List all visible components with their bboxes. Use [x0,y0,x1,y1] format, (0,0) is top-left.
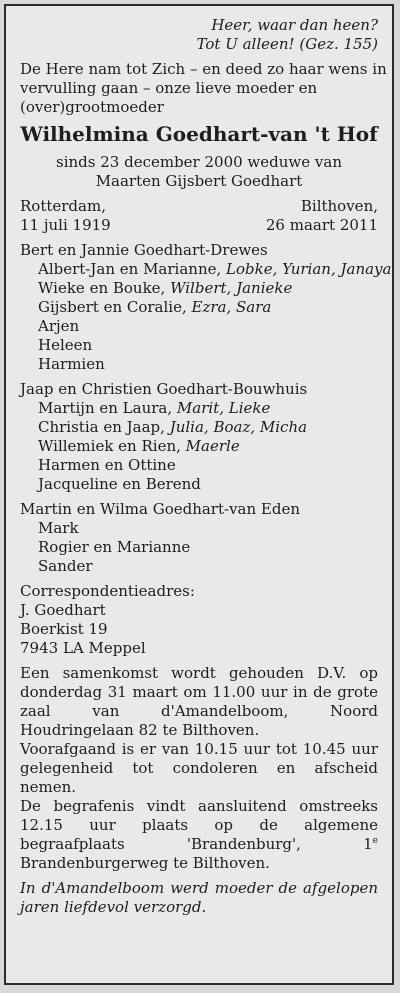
verse-line-1: Heer, waar dan heen? [211,16,378,34]
death-place: Bilthoven, [300,197,378,215]
address-label: Correspondentieadres: [20,582,195,600]
intro-line-1: De Here nam tot Zich – en deed zo haar wens in [20,60,387,78]
birth-place: Rotterdam, [20,197,106,215]
burial-superscript: e [372,836,378,846]
widow-line-1: sinds 23 december 2000 weduwe van [56,153,342,171]
condolence-paragraph: Voorafgaand is er van 10.15 uur tot 10.45 uur gelegenheid tot condoleren en afscheid nemen. [20,740,378,796]
address-street: Boerkist 19 [20,620,108,638]
family-member-row [20,538,378,557]
member-parents: Arjen [38,317,80,335]
family-member-row [20,399,378,418]
dates-row-2 [20,216,378,235]
family-member-row [20,437,378,456]
address-city: 7943 LA Meppel [20,639,146,657]
member-parents: Albert-Jan en Marianne, [38,260,222,278]
member-children: Lobke, Yurian, Janaya [226,260,392,278]
member-parents: Mark [38,519,79,537]
family-member-row [20,336,378,355]
member-parents: Gijsbert en Coralie, [38,298,187,316]
deceased-name: Wilhelmina Goedhart-van 't Hof [20,122,378,146]
member-children: Maerle [185,437,240,455]
family-member-row [20,279,378,298]
family-member-row [20,557,378,576]
birth-date: 11 juli 1919 [20,216,111,234]
family-head: Jaap en Christien Goedhart-Bouwhuis [20,380,308,398]
burial-text-1: De begrafenis vindt aansluitend omstreeks 12.15 uur plaats op de algemene begraafplaats 'Brandenburg', 1 [20,797,378,853]
member-children: Julia, Boaz, Micha [169,418,308,436]
family-member-row [20,355,378,374]
member-parents: Willemiek en Rien, [38,437,181,455]
family-list [20,241,392,582]
member-parents: Harmen en Ottine [38,456,176,474]
family-member-row [20,519,378,538]
burial-paragraph [20,797,378,873]
obituary-card [4,4,394,985]
member-children: Wilbert, Janieke [170,279,293,297]
family-member-row [20,260,392,279]
gathering-paragraph: Een samenkomst wordt gehouden D.V. op donderdag 31 maart om 11.00 uur in de grote zaal van d'Amandelboom, Noord Houdringelaan 82 te Bilthoven. [20,664,378,739]
dates-row-1 [20,197,378,216]
widow-line-2: Maarten Gijsbert Goedhart [95,172,303,190]
intro-line-2: vervulling gaan – onze lieve moeder en [20,79,318,97]
member-parents: Martijn en Laura, [38,399,173,417]
member-parents: Wieke en Bouke, [38,279,166,297]
family-member-row [20,475,378,494]
family-member-row [20,298,378,317]
family-head: Martin en Wilma Goedhart-van Eden [20,500,301,518]
obituary-content [20,16,392,973]
member-children: Ezra, Sara [191,298,272,316]
intro-line-3: (over)grootmoeder [20,98,164,116]
member-parents: Jacqueline en Berend [38,475,201,493]
member-parents: Heleen [38,336,93,354]
closing-note: In d'Amandelboom werd moeder de afgelopen jaren liefdevol verzorgd. [20,879,378,916]
member-parents: Christia en Jaap, [38,418,165,436]
family-head: Bert en Jannie Goedhart-Drewes [20,241,268,259]
member-parents: Rogier en Marianne [38,538,191,556]
burial-text-2: Brandenburgerweg te Bilthoven. [20,854,270,872]
death-date: 26 maart 2011 [265,216,378,234]
address-name: J. Goedhart [20,601,106,619]
member-parents: Sander [38,557,93,575]
family-member-row [20,317,378,336]
family-member-row [20,418,378,437]
member-children: Marit, Lieke [176,399,271,417]
verse-line-2: Tot U alleen! (Gez. 155) [196,35,378,53]
family-member-row [20,456,378,475]
member-parents: Harmien [38,355,105,373]
